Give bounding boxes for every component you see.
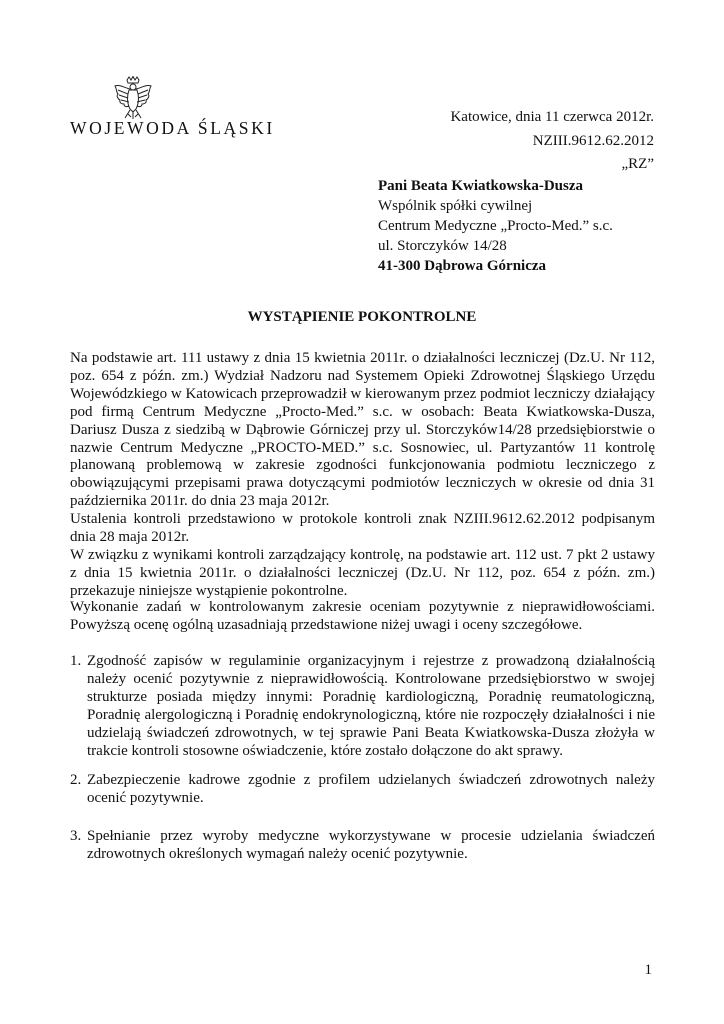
list-item	[70, 827, 655, 863]
document-title: WYSTĄPIENIE POKONTROLNE	[247, 309, 477, 325]
reference-number: NZIII.9612.62.2012	[532, 133, 654, 149]
list-item-text: Zgodność zapisów w regulaminie organizacyjnym i rejestrze z prowadzoną działalnością należy ocenić pozytywnie z nieprawidłowością. Kontrolowane przedsiębiorstwo w swojej strukturze posiada między innymi: Poradnię kardiologiczną, Poradnię reumatologiczną, Poradnię alergologiczną i Poradnię endokrynologiczną, które nie rozpoczęły działalności i nie udzielają świadczeń zdrowotnych, w tej sprawie Pani Beata Kwiatkowska-Dusza złożyła w trakcie kontroli stosowne oświadczenie, które zostało dołączone do akt sprawy.	[87, 653, 655, 759]
classification-mark: „RZ”	[621, 156, 654, 172]
paragraph: Ustalenia kontroli przedstawiono w protokole kontroli znak NZIII.9612.62.2012 podpisanym dnia 28 maja 2012r.	[70, 511, 655, 546]
office-name: WOJEWODA ŚLĄSKI	[70, 118, 275, 138]
place-date: Katowice, dnia 11 czerwca 2012r.	[450, 109, 654, 125]
recipient-line: Wspólnik spółki cywilnej	[378, 198, 533, 214]
recipient-line: ul. Storczyków 14/28	[378, 238, 507, 254]
list-item	[70, 771, 655, 807]
list-item-number: 1.	[70, 653, 82, 669]
paragraph: W związku z wynikami kontroli zarządzający kontrolę, na podstawie art. 112 ust. 7 pkt 2 ustawy z dnia 15 kwietnia 2011r. o działalności leczniczej (Dz.U. Nr 112, poz. 654 z późn. zm.) przekazuje niniejsze wystąpienie pokontrolne.	[70, 546, 655, 599]
recipient-city: 41-300 Dąbrowa Górnicza	[378, 258, 547, 274]
list-item	[70, 652, 655, 760]
recipient-name: Pani Beata Kwiatkowska-Dusza	[378, 178, 584, 194]
list-item-number: 3.	[70, 828, 82, 844]
list-item-text: Spełnianie przez wyroby medyczne wykorzystywane w procesie udzielania świadczeń zdrowotnych określonych wymagań należy ocenić pozytywnie.	[87, 828, 655, 862]
page-number: 1	[644, 962, 652, 978]
list-item-text: Zabezpieczenie kadrowe zgodnie z profilem udzielanych świadczeń zdrowotnych należy ocenić pozytywnie.	[87, 772, 655, 806]
paragraph: Na podstawie art. 111 ustawy z dnia 15 kwietnia 2011r. o działalności leczniczej (Dz.U. Nr 112, poz. 654 z późn. zm.) Wydział Nadzoru nad Systemem Opieki Zdrowotnej Śląskiego Urzędu Wojewódzkiego w Katowicach przeprowadził w kierowanym przez podmiot leczniczy działający pod firmą Centrum Medyczne „Procto-Med.” s.c. w osobach: Beata Kwiatkowska-Dusza, Dariusz Dusza z siedzibą w Dąbrowie Górniczej przy ul. Storczyków14/28 przedsiębiorstwie o nazwie Centrum Medyczne „PROCTO-MED.” s.c. Sosnowiec, ul. Partyzantów 11 kontrolę planowaną problemową w zakresie zgodności funkcjonowania podmiotu leczniczego z obowiązującymi przepisami prawa dotyczącymi podmiotów leczniczych w okresie od dnia 31 października 2011r. do dnia 23 maja 2012r.	[70, 350, 655, 510]
paragraph-assessment: Wykonanie zadań w kontrolowanym zakresie oceniam pozytywnie z nieprawidłowościami. Powyższą ocenę ogólną uzasadniają przedstawione niżej uwagi i oceny szczegółowe.	[70, 599, 655, 633]
list-item-number: 2.	[70, 772, 82, 788]
recipient-line: Centrum Medyczne „Procto-Med.” s.c.	[378, 218, 613, 234]
findings-list	[70, 0, 655, 1024]
